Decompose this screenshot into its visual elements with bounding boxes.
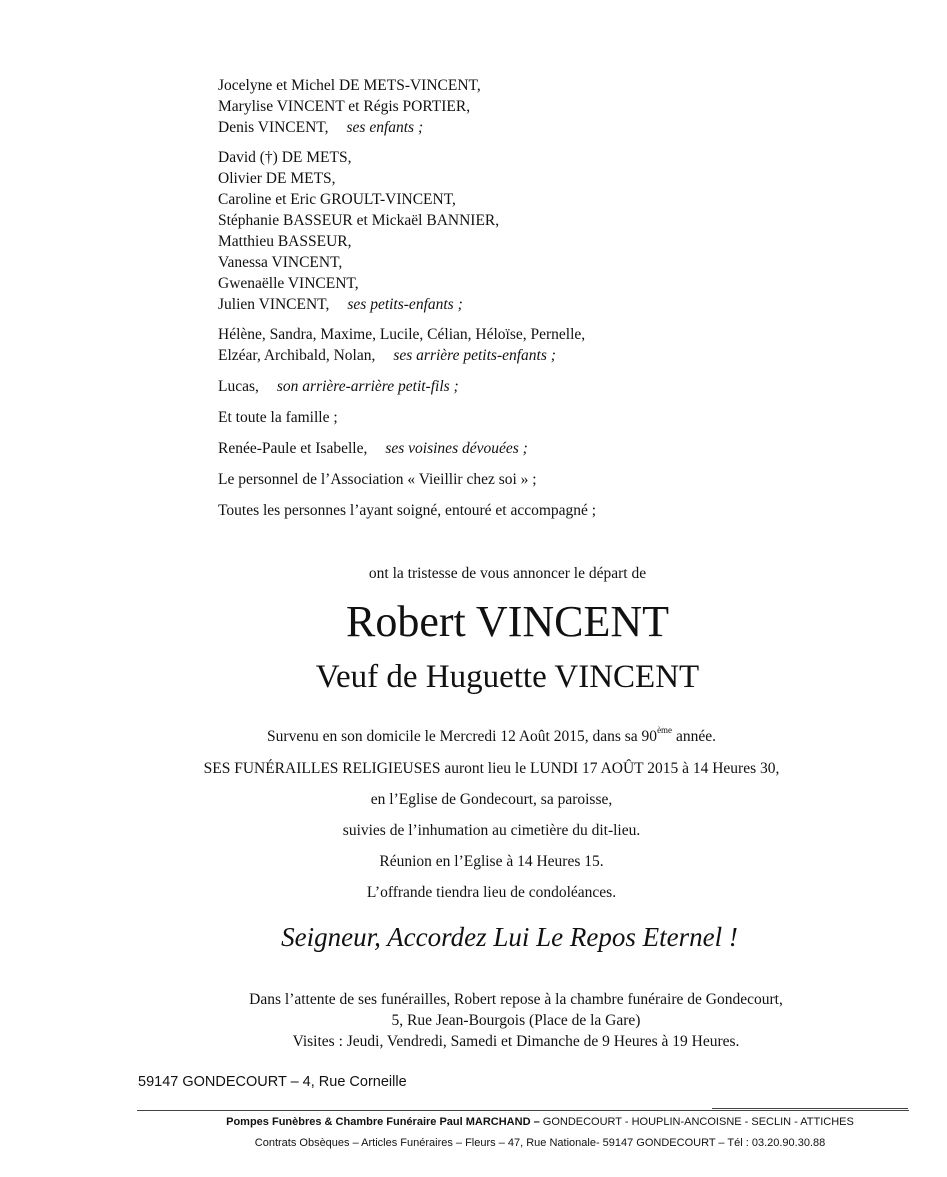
- visitation-line: 5, Rue Jean-Bourgois (Place de la Gare): [391, 1012, 641, 1029]
- family-role: son arrière-arrière petit-fils ;: [276, 378, 459, 395]
- visitation-line: Visites : Jeudi, Vendredi, Samedi et Dimanche de 9 Heures à 19 Heures.: [292, 1033, 740, 1050]
- meeting-line: Réunion en l’Eglise à 14 Heures 15.: [379, 853, 604, 870]
- family-line: Stéphanie BASSEUR et Mickaël BANNIER,: [218, 212, 500, 229]
- children-block: [218, 75, 481, 138]
- family-line: Olivier DE METS,: [218, 170, 336, 187]
- offering-line: L’offrande tiendra lieu de condoléances.: [366, 884, 617, 901]
- funeral-line: SES FUNÉRAILLES RELIGIEUSES auront lieu le LUNDI 17 AOÛT 2015 à 14 Heures 30,: [203, 760, 780, 777]
- address-line: 59147 GONDECOURT – 4, Rue Corneille: [138, 1074, 407, 1090]
- family-line: Caroline et Eric GROULT-VINCENT,: [218, 191, 456, 208]
- family-role: ses voisines dévouées ;: [385, 440, 528, 457]
- footer-divider-accent: [712, 1108, 908, 1109]
- neighbours-line: Renée-Paule et Isabelle, ses voisines dévouées ;: [218, 440, 528, 457]
- visitation-line: Dans l’attente de ses funérailles, Robert repose à la chambre funéraire de Gondecourt,: [249, 991, 783, 1008]
- whole-family-line: Et toute la famille ;: [218, 409, 338, 426]
- visitation-block: [0, 989, 947, 1052]
- footer-company: Pompes Funèbres & Chambre Funéraire Paul MARCHAND – GONDECOURT - HOUPLIN-ANCOISNE - SECLIN - ATTICHES: [226, 1116, 854, 1128]
- family-role: ses arrière petits-enfants ;: [393, 347, 556, 364]
- family-line: Julien VINCENT, ses petits-enfants ;: [218, 296, 463, 313]
- footer-divider: [137, 1110, 909, 1111]
- family-line: Marylise VINCENT et Régis PORTIER,: [218, 98, 471, 115]
- prayer-line: Seigneur, Accordez Lui Le Repos Eternel !: [281, 922, 738, 952]
- family-line: Gwenaëlle VINCENT,: [218, 275, 359, 292]
- church-line: en l’Eglise de Gondecourt, sa paroisse,: [370, 791, 613, 808]
- family-line: Matthieu BASSEUR,: [218, 233, 352, 250]
- great-grandchildren-block: [218, 324, 585, 366]
- family-line: Denis VINCENT, ses enfants ;: [218, 119, 424, 136]
- deceased-name: Robert VINCENT: [345, 597, 670, 646]
- family-line: Vanessa VINCENT,: [218, 254, 343, 271]
- family-role: ses enfants ;: [346, 119, 424, 136]
- burial-line: suivies de l’inhumation au cimetière du dit-lieu.: [342, 822, 641, 839]
- family-line: Elzéar, Archibald, Nolan, ses arrière petits-enfants ;: [218, 347, 556, 364]
- family-role: ses petits-enfants ;: [347, 296, 463, 313]
- death-line: Survenu en son domicile le Mercredi 12 Août 2015, dans sa 90ème année.: [267, 725, 716, 745]
- announcement-intro: ont la tristesse de vous annoncer le départ de: [368, 565, 647, 582]
- grandchildren-block: [218, 147, 499, 315]
- footer-services: Contrats Obsèques – Articles Funéraires – Fleurs – 47, Rue Nationale- 59147 GONDECOURT – Tél : 03.20.90.30.88: [254, 1137, 826, 1149]
- family-line: Jocelyne et Michel DE METS-VINCENT,: [218, 77, 481, 94]
- great-great-grandchild: Lucas, son arrière-arrière petit-fils ;: [218, 378, 459, 395]
- family-line: David (†) DE METS,: [218, 149, 352, 166]
- association-line: Le personnel de l’Association « Vieillir chez soi » ;: [218, 471, 537, 488]
- family-line: Hélène, Sandra, Maxime, Lucile, Célian, Héloïse, Pernelle,: [218, 326, 586, 343]
- carers-line: Toutes les personnes l’ayant soigné, entouré et accompagné ;: [218, 502, 597, 519]
- widower-line: Veuf de Huguette VINCENT: [315, 659, 700, 695]
